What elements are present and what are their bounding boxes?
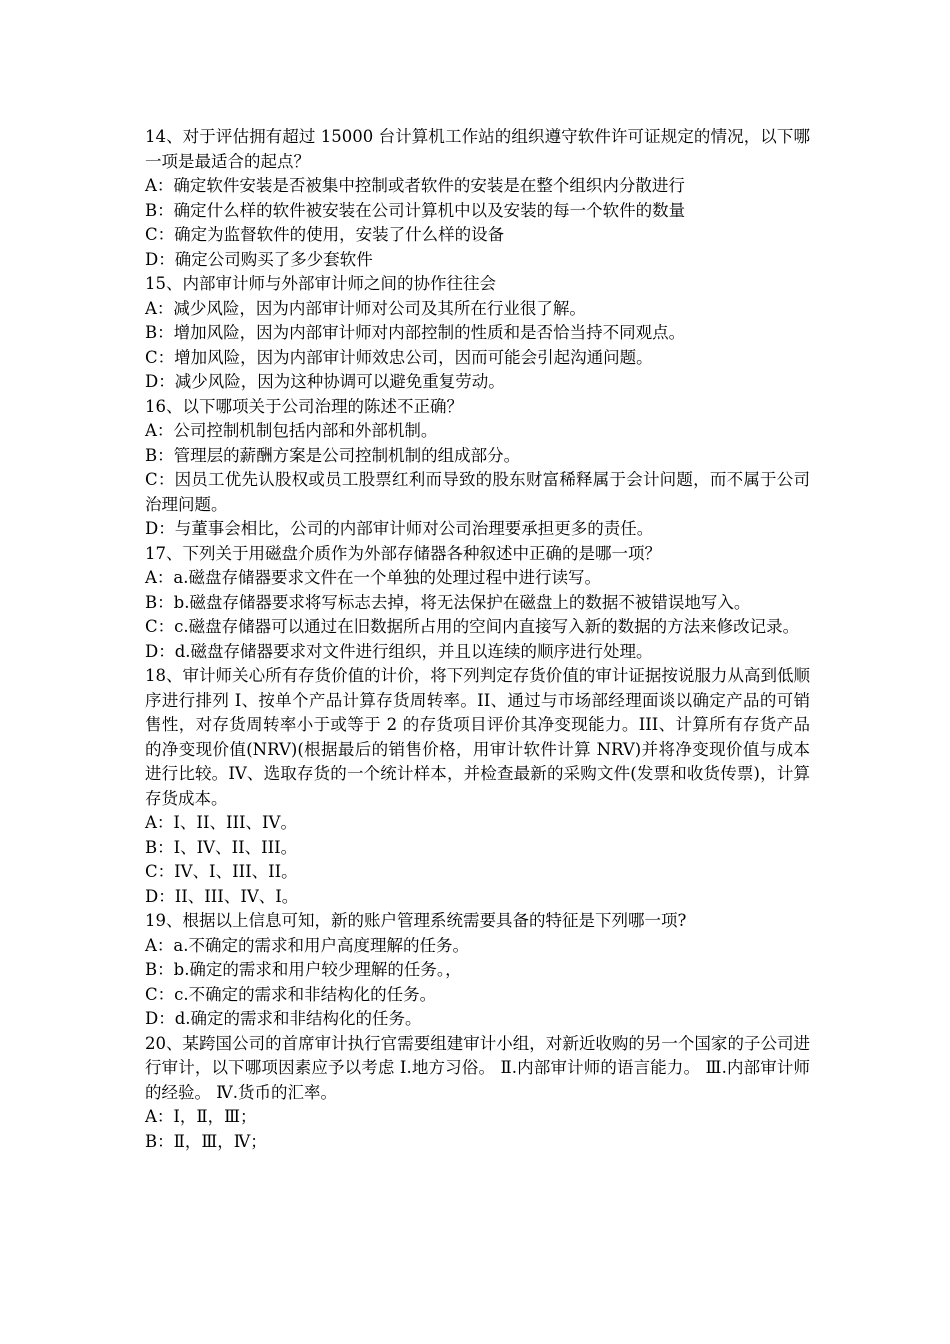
q15-option-c: C：增加风险，因为内部审计师效忠公司，因而可能会引起沟通问题。 [145, 347, 653, 367]
q14-option-a: A：确定软件安装是否被集中控制或者软件的安装是在整个组织内分散进行 [145, 176, 685, 195]
q18-option-b: B：I、IV、II、III。 [145, 837, 298, 857]
q14-option-b: B：确定什么样的软件被安装在公司计算机中以及安装的每一个软件的数量 [145, 200, 686, 220]
q14-option-c: C：确定为监督软件的使用，安装了什么样的设备 [145, 225, 505, 244]
q17-stem: 17、下列关于用磁盘介质作为外部存储器各种叙述中正确的是哪一项？ [145, 543, 661, 563]
q15-stem: 15、内部审计师与外部审计师之间的协作往往会 [145, 274, 496, 293]
q14-stem: 14、对于评估拥有超过 15000 台计算机工作站的组织遵守软件许可证规定的情况，以下哪一项是最适合的起点？ [145, 127, 810, 171]
q17-option-c: C：c.磁盘存储器可以通过在旧数据所占用的空间内直接写入新的数据的方法来修改记录。 [145, 617, 800, 636]
q19-option-b: B：b.确定的需求和用户较少理解的任务。， [145, 960, 462, 979]
q18-stem: 18、审计师关心所有存货价值的计价，将下列判定存货价值的审计证据按说服力从高到低顺序进行排列 I、按单个产品计算存货周转率。II、通过与市场部经理面谈以确定产品的可销售性，对存货周转率小于或等于 2 的存货项目评价其净变现能力。III、计算所有存货产品的净变现价值(NRV)(根据最后的销售价格，用审计软件计算 NRV)并将净变现价值与成本进行比较。IV、选取存货的一个统计样本，并检查最新的采购文件(发票和收货传票)，计算存货成本。 [145, 666, 810, 808]
q19-option-c: C：c.不确定的需求和非结构化的任务。 [145, 984, 437, 1004]
q16-option-a: A：公司控制机制包括内部和外部机制。 [145, 421, 438, 440]
q16-option-c: C：因员工优先认股权或员工股票红利而导致的股东财富稀释属于会计问题，而不属于公司治理问题。 [145, 470, 810, 514]
q19-stem: 19、根据以上信息可知，新的账户管理系统需要具备的特征是下列哪一项? [145, 911, 687, 930]
q18-option-c: C：IV、I、III、II。 [145, 862, 298, 881]
q16-option-d: D：与董事会相比，公司的内部审计师对公司治理要承担更多的责任。 [145, 519, 654, 538]
q16-stem: 16、以下哪项关于公司治理的陈述不正确？ [145, 396, 463, 416]
q15-option-a: A：减少风险，因为内部审计师对公司及其所在行业很了解。 [145, 298, 586, 318]
q18-option-a: A：I、II、III、IV。 [145, 813, 297, 832]
q15-option-b: B：增加风险，因为内部审计师对内部控制的性质和是否恰当持不同观点。 [145, 323, 686, 342]
q18-option-d: D：II、III、IV、I。 [145, 886, 299, 906]
q20-stem: 20、某跨国公司的首席审计执行官需要组建审计小组，对新近收购的另一个国家的子公司进行审计，以下哪项因素应予以考虑 Ⅰ.地方习俗。 Ⅱ.内部审计师的语言能力。 Ⅲ.内部审计师的经验。 Ⅳ.货币的汇率。 [145, 1033, 810, 1102]
q17-option-d: D：d.磁盘存储器要求对文件进行组织，并且以连续的顺序进行处理。 [145, 641, 653, 661]
q17-option-b: B：b.磁盘存储器要求将写标志去掉，将无法保护在磁盘上的数据不被错误地写入。 [145, 592, 751, 612]
q20-option-b: B：Ⅱ，Ⅲ，Ⅳ； [145, 1131, 267, 1151]
q14-option-d: D：确定公司购买了多少套软件 [145, 249, 373, 269]
q16-option-b: B：管理层的薪酬方案是公司控制机制的组成部分。 [145, 445, 521, 465]
q19-option-d: D：d.确定的需求和非结构化的任务。 [145, 1009, 422, 1028]
q20-option-a: A：Ⅰ，Ⅱ，Ⅲ； [145, 1107, 257, 1126]
q15-option-d: D：减少风险，因为这种协调可以避免重复劳动。 [145, 372, 505, 391]
document-body [145, 125, 810, 1154]
q19-option-a: A：a.不确定的需求和用户高度理解的任务。 [145, 935, 469, 955]
q17-option-a: A：a.磁盘存储器要求文件在一个单独的处理过程中进行读写。 [145, 568, 601, 587]
